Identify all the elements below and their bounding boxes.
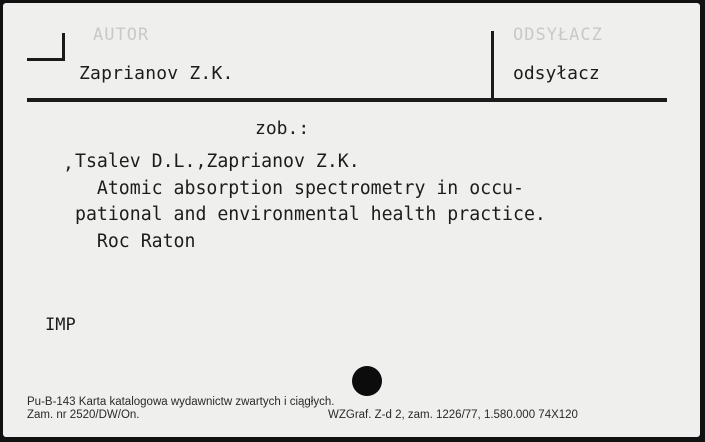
header-divider xyxy=(491,31,494,100)
faint-printed-heading-left: AUTOR xyxy=(93,25,150,45)
catalog-entry xyxy=(75,149,546,255)
footer-printer-line: WZGraf. Z-d 2, zam. 1226/77, 1.580.000 74X120 xyxy=(328,409,578,421)
entry-line-authors: Tsalev D.L.,Zaprianov Z.K. xyxy=(75,151,360,172)
entry-bullet: , xyxy=(63,153,74,174)
corner-bracket-mark xyxy=(27,33,65,61)
entry-line-title-2: pational and environmental health practice. xyxy=(75,204,546,225)
punch-hole xyxy=(352,366,382,396)
referral-label: odsyłacz xyxy=(513,63,600,84)
entry-line-title-1: Atomic absorption spectrometry in occu- xyxy=(75,177,524,199)
entry-line-place: Roc Raton xyxy=(75,230,196,252)
footer-form-line: Pu-B-143 Karta katalogowa wydawnictw zwartych i ciągłych. xyxy=(27,396,335,408)
author-field: Zaprianov Z.K. xyxy=(79,63,234,84)
faint-printed-heading-right: ODSYŁACZ xyxy=(513,25,603,45)
footer-order-line: Zam. nr 2520/DW/On. xyxy=(27,409,140,421)
header-rule xyxy=(27,98,667,102)
catalog-card xyxy=(3,3,700,437)
see-also-label: zob.: xyxy=(255,118,310,139)
imp-label: IMP xyxy=(45,315,76,335)
